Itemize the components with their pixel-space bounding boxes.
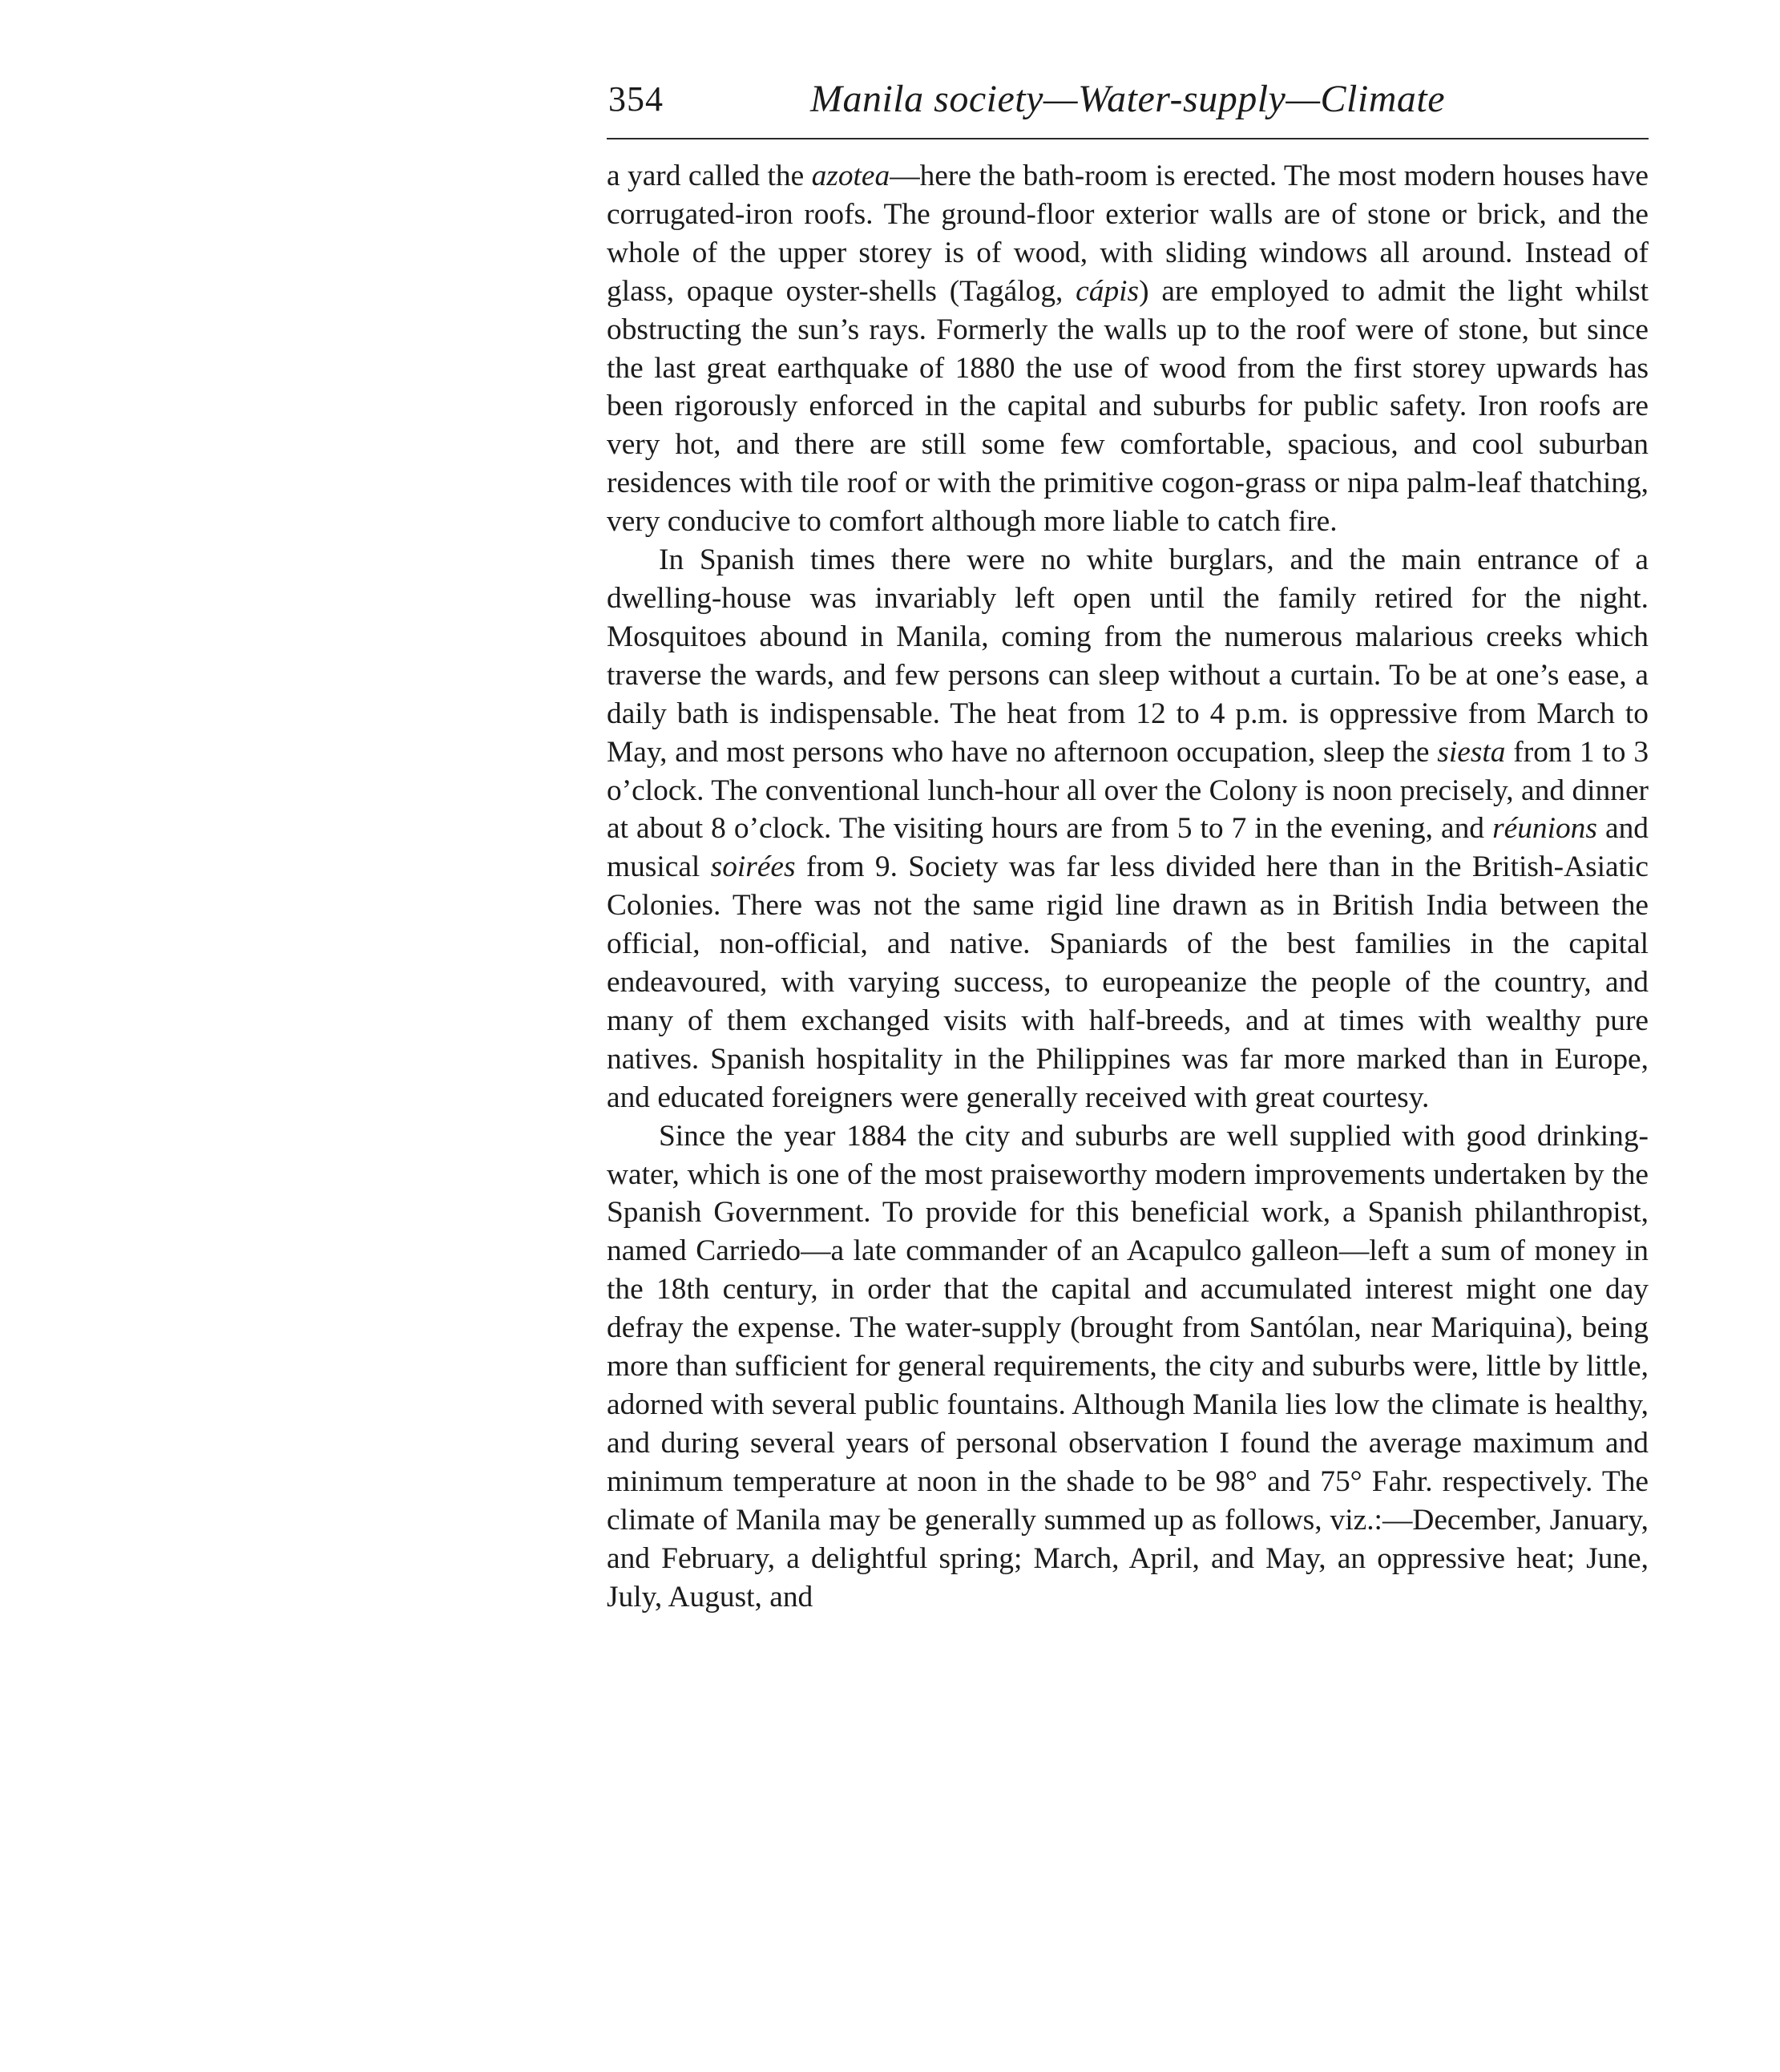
italic-term-soirees: soirées [710, 850, 796, 884]
text-run: a yard called the [607, 160, 812, 192]
text-run: from 9. Society was far less divided here than in the British-Asiatic Colonies. There was not the same rigid line drawn as in British India between the official, non-official, and native. Spaniards of the best families in the capital endeavoured, with varying success, to europeanize the people of the country, and many of them exchanged visits with half-breeds, and at times with wealthy pure natives. Spanish hospitality in the Philippines was far more marked than in Europe, and educated foreigners were generally received with great courtesy. [607, 850, 1649, 1114]
paragraph [607, 157, 1649, 541]
text-run: In Spanish times there were no white burglars, and the main entrance of a dwelling-house was invariably left open until the family retired for the night. Mosquitoes abound in Manila, coming from the numerous malarious creeks which traverse the wards, and few persons can sleep without a curtain. To be at one’s ease, a daily bath is indispensable. The heat from 12 to 4 p.m. is oppressive from March to May, and most persons who have no afternoon occupation, sleep the [607, 543, 1649, 769]
header-rule [607, 138, 1649, 139]
italic-term-azotea: azotea [811, 160, 890, 192]
running-head [607, 74, 1649, 130]
text-run: —here the bath-room is erected. The most modern houses have corrugated-iron roofs. The ground-floor exterior walls are of stone or brick, and the whole of the upper storey is of wood, with sliding windows all around. Instead of glass, opaque oyster-shells (Tagálog, [607, 160, 1649, 308]
italic-term-reunions: réunions [1492, 812, 1597, 846]
body-text [607, 157, 1649, 1616]
paragraph [607, 1117, 1649, 1617]
text-run: and musical [607, 812, 1649, 884]
italic-term-siesta: siesta [1437, 735, 1506, 769]
text-run: from 1 to 3 o’clock. The conventional lunch-hour all over the Colony is noon precisely, and dinner at about 8 o’clock. The visiting hours are from 5 to 7 in the evening, and [607, 735, 1649, 846]
book-page [607, 74, 1649, 1616]
text-run: Since the year 1884 the city and suburbs are well supplied with good drinking-water, which is one of the most praiseworthy modern improvements undertaken by the Spanish Government. To provide for this beneficial work, a Spanish philanthropist, named Carriedo—a late commander of an Acapulco galleon—left a sum of money in the 18th century, in order that the capital and accumulated interest might one day defray the expense. The water-supply (brought from Santólan, near Mariquina), being more than sufficient for general requirements, the city and suburbs were, little by little, adorned with several public fountains. Although Manila lies low the climate is healthy, and during several years of personal observation I found the average maximum and minimum temperature at noon in the shade to be 98° and 75° Fahr. respectively. The climate of Manila may be generally summed up as follows, viz.:—December, January, and February, a delightful spring; March, April, and May, an oppressive heat; June, July, August, and [607, 1119, 1649, 1614]
running-title: Manila society—Water-supply—Climate [809, 78, 1445, 120]
page-number: 354 [608, 79, 664, 119]
paragraph [607, 541, 1649, 1117]
italic-term-capis: cápis [1076, 274, 1140, 308]
text-run: ) are employed to admit the light whilst obstructing the sun’s rays. Formerly the walls up to the roof were of stone, but since the last great earthquake of 1880 the use of wood from the first storey upwards has been rigorously enforced in the capital and suburbs for public safety. Iron roofs are very hot, and there are still some few comfortable, spacious, and cool suburban residences with tile roof or with the primitive cogon-grass or nipa palm-leaf thatching, very conducive to comfort although more liable to catch fire. [607, 274, 1649, 539]
